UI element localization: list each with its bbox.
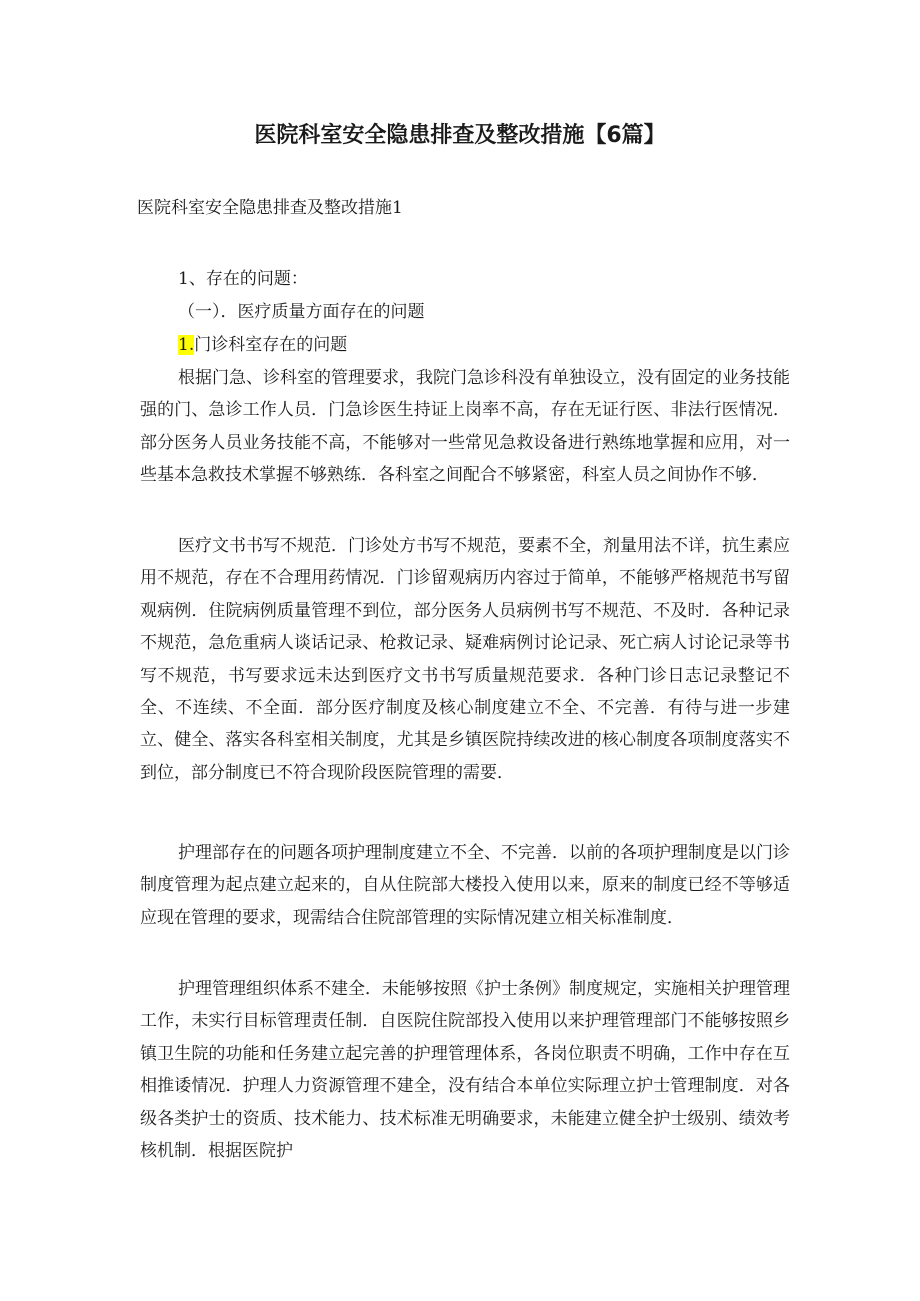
paragraph: 根据门急、诊科室的管理要求，我院门急诊科没有单独设立，没有固定的业务技能强的门、急诊工作人员．门急诊医生持证上岗率不高，存在无证行医、非法行医情况．部分医务人员业务技能不高，不能够对一些常见急救设备进行熟练地掌握和应用，对一些基本急救技术掌握不够熟练．各科室之间配合不够紧密，科室人员之间协作不够． [140, 368, 790, 486]
paragraph: 护理管理组织体系不建全．未能够按照《护士条例》制度规定，实施相关护理管理工作，未实行目标管理责任制．自医院住院部投入使用以来护理管理部门不能够按照乡镇卫生院的功能和任务建立起完善的护理管理体系，各岗位职责不明确，工作中存在互相推诿情况．护理人力资源管理不建全，没有结合本单位实际理立护士管理制度．对各级各类护士的资质、技术能力、技术标准无明确要求，未能建立健全护士级别、绩效考核机制．根据医院护 [140, 979, 790, 1162]
subsection-heading: （一）．医疗质量方面存在的问题 [178, 302, 425, 322]
document-subtitle: 医院科室安全隐患排查及整改措施1 [137, 198, 403, 218]
paragraph: 护理部存在的问题各项护理制度建立不全、不完善．以前的各项护理制度是以门诊制度管理为起点建立起来的，自从住院部大楼投入使用以来，原来的制度已经不等够适应现在管理的要求，现需结合住院部管理的实际情况建立相关标准制度． [140, 843, 790, 928]
item-heading [178, 330, 347, 355]
paragraph: 医疗文书书写不规范．门诊处方书写不规范，要素不全，剂量用法不详，抗生素应用不规范，存在不合理用药情况．门诊留观病历内容过于简单，不能够严格规范书写留观病例．住院病例质量管理不到位，部分医务人员病例书写不规范、不及时．各种记录不规范，急危重病人谈话记录、枪救记录、疑难病例讨论记录、死亡病人讨论记录等书写不规范，书写要求远未达到医疗文书书写质量规范要求．各种门诊日志记录整记不全、不连续、不全面．部分医疗制度及核心制度建立不全、不完善．有待与进一步建立、健全、落实各科室相关制度，尤其是乡镇医院持续改进的核心制度各项制度落实不到位，部分制度已不符合现阶段医院管理的需要． [140, 536, 790, 783]
item-number-highlight: 1. [178, 335, 195, 355]
section-heading: 1、存在的问题： [178, 269, 308, 289]
item-heading-text: 门诊科室存在的问题 [194, 335, 348, 355]
document-title: 医院科室安全隐患排查及整改措施【6篇】 [254, 123, 666, 148]
